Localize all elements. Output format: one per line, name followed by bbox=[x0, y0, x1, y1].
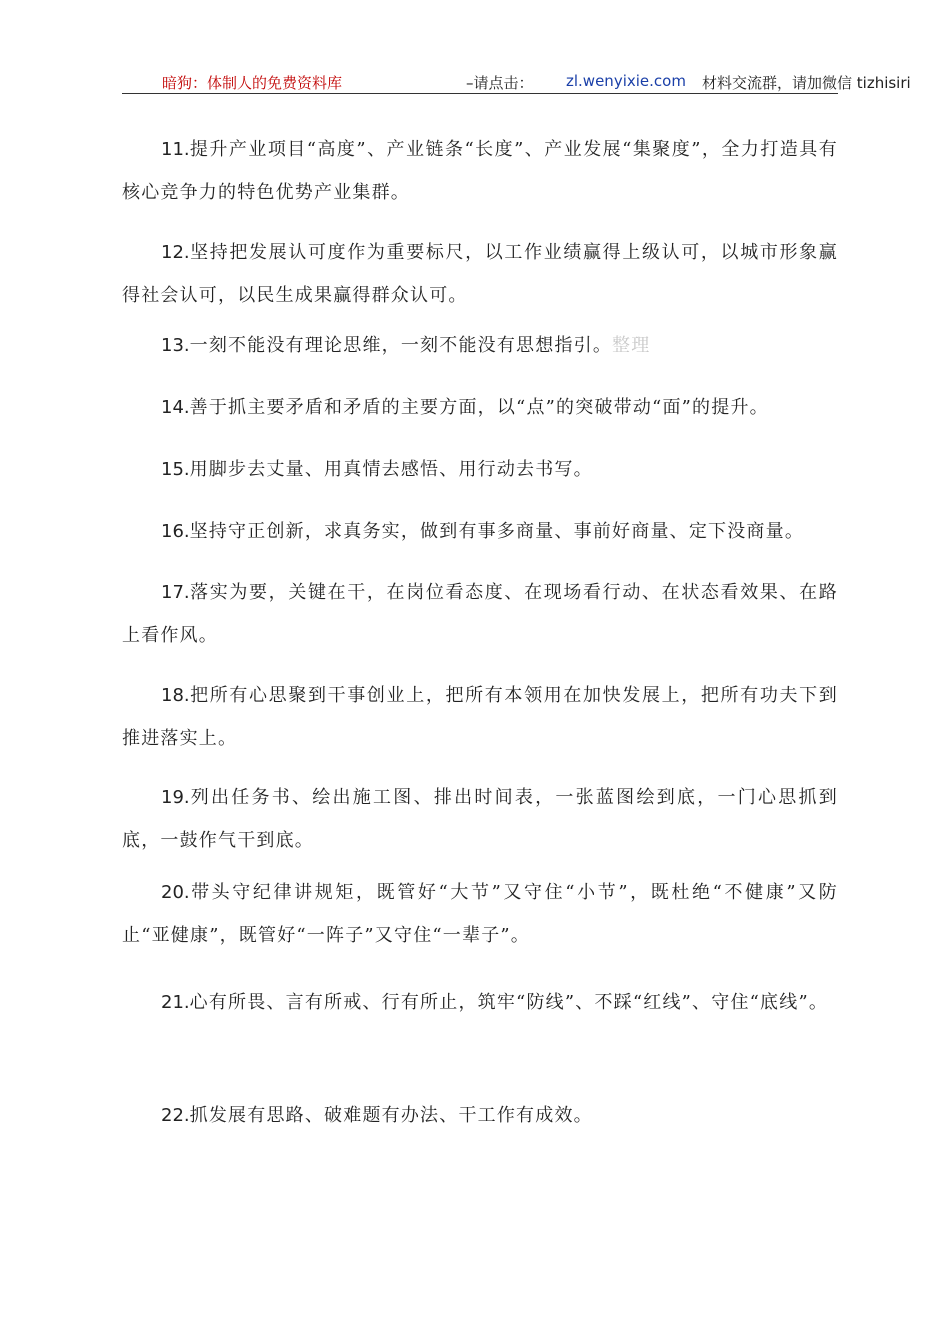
list-item bbox=[122, 871, 838, 957]
item-text: 善于抓主要矛盾和矛盾的主要方面，以“点”的突破带动“面”的提升。 bbox=[189, 397, 769, 418]
item-faded-note: 整理 bbox=[612, 335, 651, 356]
item-number: 19. bbox=[161, 787, 190, 808]
item-number: 16. bbox=[161, 521, 190, 542]
list-item bbox=[122, 776, 838, 862]
item-number: 18. bbox=[161, 685, 190, 706]
item-number: 13. bbox=[161, 335, 190, 356]
item-number: 17. bbox=[161, 582, 190, 603]
item-number: 11. bbox=[161, 139, 190, 160]
item-number: 21. bbox=[161, 992, 190, 1013]
item-text: 一刻不能没有理论思维，一刻不能没有思想指引。 bbox=[189, 335, 613, 356]
list-item bbox=[122, 386, 838, 429]
item-text: 带头守纪律讲规矩，既管好“大节”又守住“小节”，既杜绝“不健康”又防止“亚健康”，既管好“一阵子”又守住“一辈子”。 bbox=[122, 882, 838, 946]
item-text: 坚持把发展认可度作为重要标尺，以工作业绩赢得上级认可，以城市形象赢得社会认可，以民生成果赢得群众认可。 bbox=[122, 242, 838, 306]
item-number: 15. bbox=[161, 459, 190, 480]
item-text: 心有所畏、言有所戒、行有所止，筑牢“防线”、不踩“红线”、守住“底线”。 bbox=[189, 992, 829, 1013]
list-item bbox=[122, 324, 838, 367]
item-number: 12. bbox=[161, 242, 190, 263]
item-number: 20. bbox=[161, 882, 190, 903]
item-text: 用脚步去丈量、用真情去感悟、用行动去书写。 bbox=[189, 459, 593, 480]
header-separator: –请点击： bbox=[466, 74, 534, 92]
list-item bbox=[122, 448, 838, 491]
list-item bbox=[122, 1094, 838, 1137]
page-header bbox=[122, 68, 911, 94]
header-link[interactable]: zl.wenyixie.com bbox=[566, 72, 686, 90]
item-number: 22. bbox=[161, 1105, 190, 1126]
list-item bbox=[122, 128, 838, 214]
list-item bbox=[122, 674, 838, 760]
header-brand: 暗狗：体制人的免费资料库 bbox=[162, 74, 343, 92]
list-item bbox=[122, 510, 838, 553]
list-item bbox=[122, 571, 838, 657]
list-item bbox=[122, 231, 838, 317]
item-text: 提升产业项目“高度”、产业链条“长度”、产业发展“集聚度”，全力打造具有核心竞争力的特色优势产业集群。 bbox=[122, 139, 838, 203]
list-item bbox=[122, 981, 838, 1024]
item-text: 坚持守正创新，求真务实，做到有事多商量、事前好商量、定下没商量。 bbox=[189, 521, 805, 542]
item-text: 列出任务书、绘出施工图、排出时间表，一张蓝图绘到底，一门心思抓到底，一鼓作气干到底。 bbox=[122, 787, 838, 851]
item-text: 落实为要，关键在干，在岗位看态度、在现场看行动、在状态看效果、在路上看作风。 bbox=[122, 582, 838, 646]
item-text: 把所有心思聚到干事创业上，把所有本领用在加快发展上，把所有功夫下到推进落实上。 bbox=[122, 685, 838, 749]
item-text: 抓发展有思路、破难题有办法、干工作有成效。 bbox=[189, 1105, 593, 1126]
item-number: 14. bbox=[161, 397, 190, 418]
header-group-note: 材料交流群，请加微信 tizhisiri bbox=[702, 74, 911, 92]
